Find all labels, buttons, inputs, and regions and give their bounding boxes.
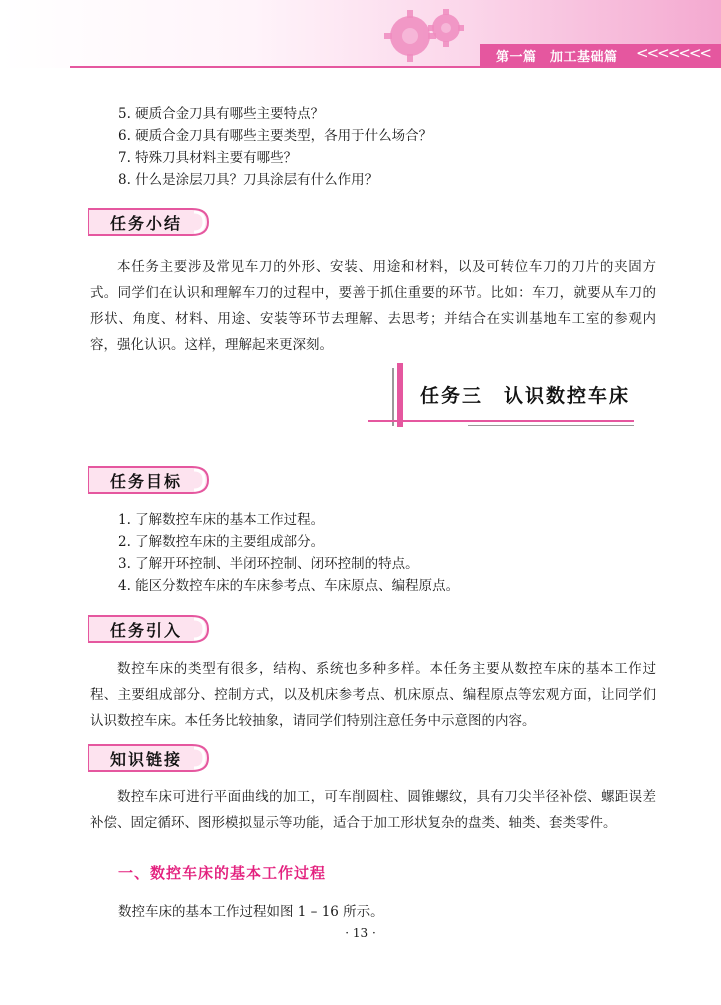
list-item: 7. 特殊刀具材料主要有哪些？ (118, 150, 298, 166)
banner-rule (468, 425, 634, 426)
review-question-list (118, 103, 432, 191)
list-item: 6. 硬质合金刀具有哪些主要类型，各用于什么场合？ (118, 128, 433, 144)
list-item: 4. 能区分数控车床的车床参考点、车床原点、编程原点。 (118, 578, 460, 594)
list-item: 1. 了解数控车床的基本工作过程。 (118, 512, 325, 528)
task-title: 任务三 认识数控车床 (420, 385, 631, 407)
banner-rule (392, 368, 394, 426)
page-number: · 13 · (345, 926, 376, 940)
knowledge-paragraph: 数控车床可进行平面曲线的加工，可车削圆柱、圆锥螺纹，具有刀尖半径补偿、螺距误差补偿、固定循环、图形模拟显示等功能，适合于加工形状复杂的盘类、轴类、套类零件。 (90, 789, 656, 831)
section-title: 任务目标 (110, 472, 183, 491)
list-item: 2. 了解数控车床的主要组成部分。 (118, 534, 325, 550)
part-title: 第一篇 加工基础篇 (496, 50, 618, 65)
header-rule (70, 66, 721, 68)
figure-reference: 数控车床的基本工作过程如图 1 – 16 所示。 (118, 904, 384, 920)
section-title: 任务引入 (110, 621, 183, 640)
intro-paragraph: 数控车床的类型有很多，结构、系统也多种多样。本任务主要从数控车床的基本工作过程、主要组成部分、控制方式，以及机床参考点、机床原点、编程原点等宏观方面，让同学们认识数控车床。本任务比较抽象，请同学们特别注意任务中示意图的内容。 (90, 661, 656, 729)
chevron-decoration: <<<<<<< (636, 44, 710, 62)
subheading: 一、数控车床的基本工作过程 (118, 864, 327, 882)
summary-paragraph: 本任务主要涉及常见车刀的外形、安装、用途和材料，以及可转位车刀的刀片的夹固方式。同学们在认识和理解车刀的过程中，要善于抓住重要的环节。比如：车刀，就要从车刀的形状、角度、材料、用途、安装等环节去理解、去思考；并结合在实训基地车工室的参观内容，强化认识。这样，理解起来更深刻。 (90, 259, 656, 353)
list-item: 8. 什么是涂层刀具？刀具涂层有什么作用？ (118, 172, 379, 188)
section-title: 知识链接 (110, 750, 183, 769)
gear-icon (368, 6, 478, 68)
objective-list (118, 509, 459, 597)
section-title: 任务小结 (110, 214, 183, 233)
banner-rule (368, 420, 634, 422)
banner-rule (397, 363, 403, 427)
list-item: 5. 硬质合金刀具有哪些主要特点？ (118, 106, 325, 122)
list-item: 3. 了解开环控制、半闭环控制、闭环控制的特点。 (118, 556, 419, 572)
